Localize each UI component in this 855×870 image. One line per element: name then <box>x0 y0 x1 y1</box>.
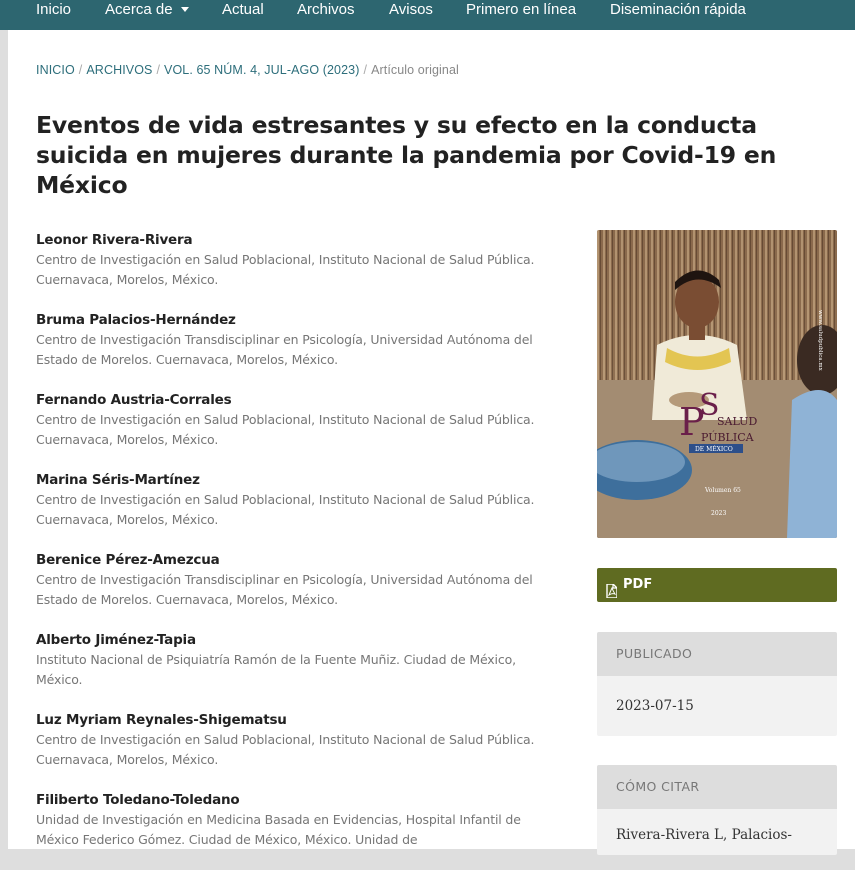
cover-illustration <box>597 230 837 538</box>
author-name: Alberto Jiménez-Tapia <box>36 632 196 648</box>
author-affiliation: Centro de Investigación Transdisciplinar en Psicología, Universidad Autónoma del Estado de Morelos. Cuernavaca, Morelos, México. <box>36 572 533 607</box>
author-name: Bruma Palacios-Hernández <box>36 312 236 328</box>
pdf-download-button[interactable] <box>597 568 837 602</box>
citation-text: Rivera-Rivera L, Palacios- <box>616 827 792 843</box>
author-item <box>36 550 556 630</box>
caret-down-icon <box>181 7 189 12</box>
nav-item-actual[interactable]: Actual <box>222 1 264 18</box>
breadcrumb-archivos-link[interactable]: ARCHIVOS <box>86 63 153 77</box>
nav-item-archivos[interactable]: Archivos <box>297 1 355 18</box>
cover-journal-line2: PÚBLICA <box>701 431 754 444</box>
author-affiliation: Centro de Investigación en Salud Poblacional, Instituto Nacional de Salud Pública. Cuernavaca, Morelos, México. <box>36 412 535 447</box>
published-panel <box>597 632 837 736</box>
nav-item-acerca-de-label: Acerca de <box>105 1 173 18</box>
author-affiliation: Centro de Investigación en Salud Poblacional, Instituto Nacional de Salud Pública. Cuernavaca, Morelos, México. <box>36 492 535 527</box>
breadcrumb-current: Artículo original <box>371 63 459 77</box>
author-affiliation: Centro de Investigación en Salud Poblacional, Instituto Nacional de Salud Pública. Cuernavaca, Morelos, México. <box>36 732 535 767</box>
breadcrumb-separator: / <box>156 63 161 77</box>
author-affiliation: Centro de Investigación en Salud Poblacional, Instituto Nacional de Salud Pública. Cuernavaca, Morelos, México. <box>36 252 535 287</box>
author-affiliation: Unidad de Investigación en Medicina Basada en Evidencias, Hospital Infantil de México Federico Gómez. Ciudad de México, México. Unidad de <box>36 812 521 847</box>
breadcrumb-separator: / <box>363 63 368 77</box>
article-page <box>8 30 855 849</box>
author-item <box>36 390 556 470</box>
author-name: Filiberto Toledano-Toledano <box>36 792 240 808</box>
author-item <box>36 790 556 870</box>
author-item <box>36 710 556 790</box>
breadcrumb <box>36 63 459 77</box>
nav-item-primero-en-linea[interactable]: Primero en línea <box>466 1 577 18</box>
author-item <box>36 470 556 550</box>
cover-volume: Volumen 65 <box>705 487 741 494</box>
published-heading: PUBLICADO <box>597 632 837 676</box>
cover-letter-p: P <box>679 400 705 444</box>
cover-journal-line1: SALUD <box>717 415 758 428</box>
author-affiliation: Instituto Nacional de Psiquiatría Ramón de la Fuente Muñiz. Ciudad de México, México. <box>36 652 516 687</box>
breadcrumb-separator: / <box>78 63 83 77</box>
article-title: Eventos de vida estresantes y su efecto en la conducta suicida en mujeres durante la pandemia por Covid-19 en México <box>36 111 777 199</box>
author-name: Luz Myriam Reynales-Shigematsu <box>36 712 287 728</box>
author-name: Marina Séris-Martínez <box>36 472 200 488</box>
cover-letter-s: S <box>699 388 720 423</box>
author-item <box>36 310 556 390</box>
cover-journal-line3: DE MÉXICO <box>695 446 733 453</box>
author-name: Berenice Pérez-Amezcua <box>36 552 220 568</box>
citation-panel <box>597 765 837 855</box>
top-navigation-bar <box>0 0 855 30</box>
published-date: 2023-07-15 <box>616 698 694 714</box>
cover-url: www.saludpublica.mx <box>817 310 823 371</box>
nav-item-acerca-de[interactable] <box>105 0 189 22</box>
citation-heading: CÓMO CITAR <box>597 765 837 809</box>
breadcrumb-inicio-link[interactable]: INICIO <box>36 63 75 77</box>
pdf-file-icon <box>606 578 617 612</box>
nav-item-diseminacion-rapida[interactable]: Diseminación rápida <box>610 1 746 18</box>
breadcrumb-issue-link[interactable]: VOL. 65 NÚM. 4, JUL-AGO (2023) <box>164 63 360 77</box>
author-list <box>36 230 556 870</box>
author-item <box>36 230 556 310</box>
issue-cover-image[interactable] <box>597 230 837 538</box>
nav-item-avisos[interactable]: Avisos <box>389 1 433 18</box>
cover-year: 2023 <box>711 510 727 517</box>
nav-item-inicio[interactable]: Inicio <box>36 1 72 18</box>
author-item <box>36 630 556 710</box>
author-affiliation: Centro de Investigación Transdisciplinar en Psicología, Universidad Autónoma del Estado de Morelos. Cuernavaca, Morelos, México. <box>36 332 533 367</box>
pdf-button-label: PDF <box>623 577 653 592</box>
author-name: Fernando Austria-Corrales <box>36 392 232 408</box>
author-name: Leonor Rivera-Rivera <box>36 232 193 248</box>
